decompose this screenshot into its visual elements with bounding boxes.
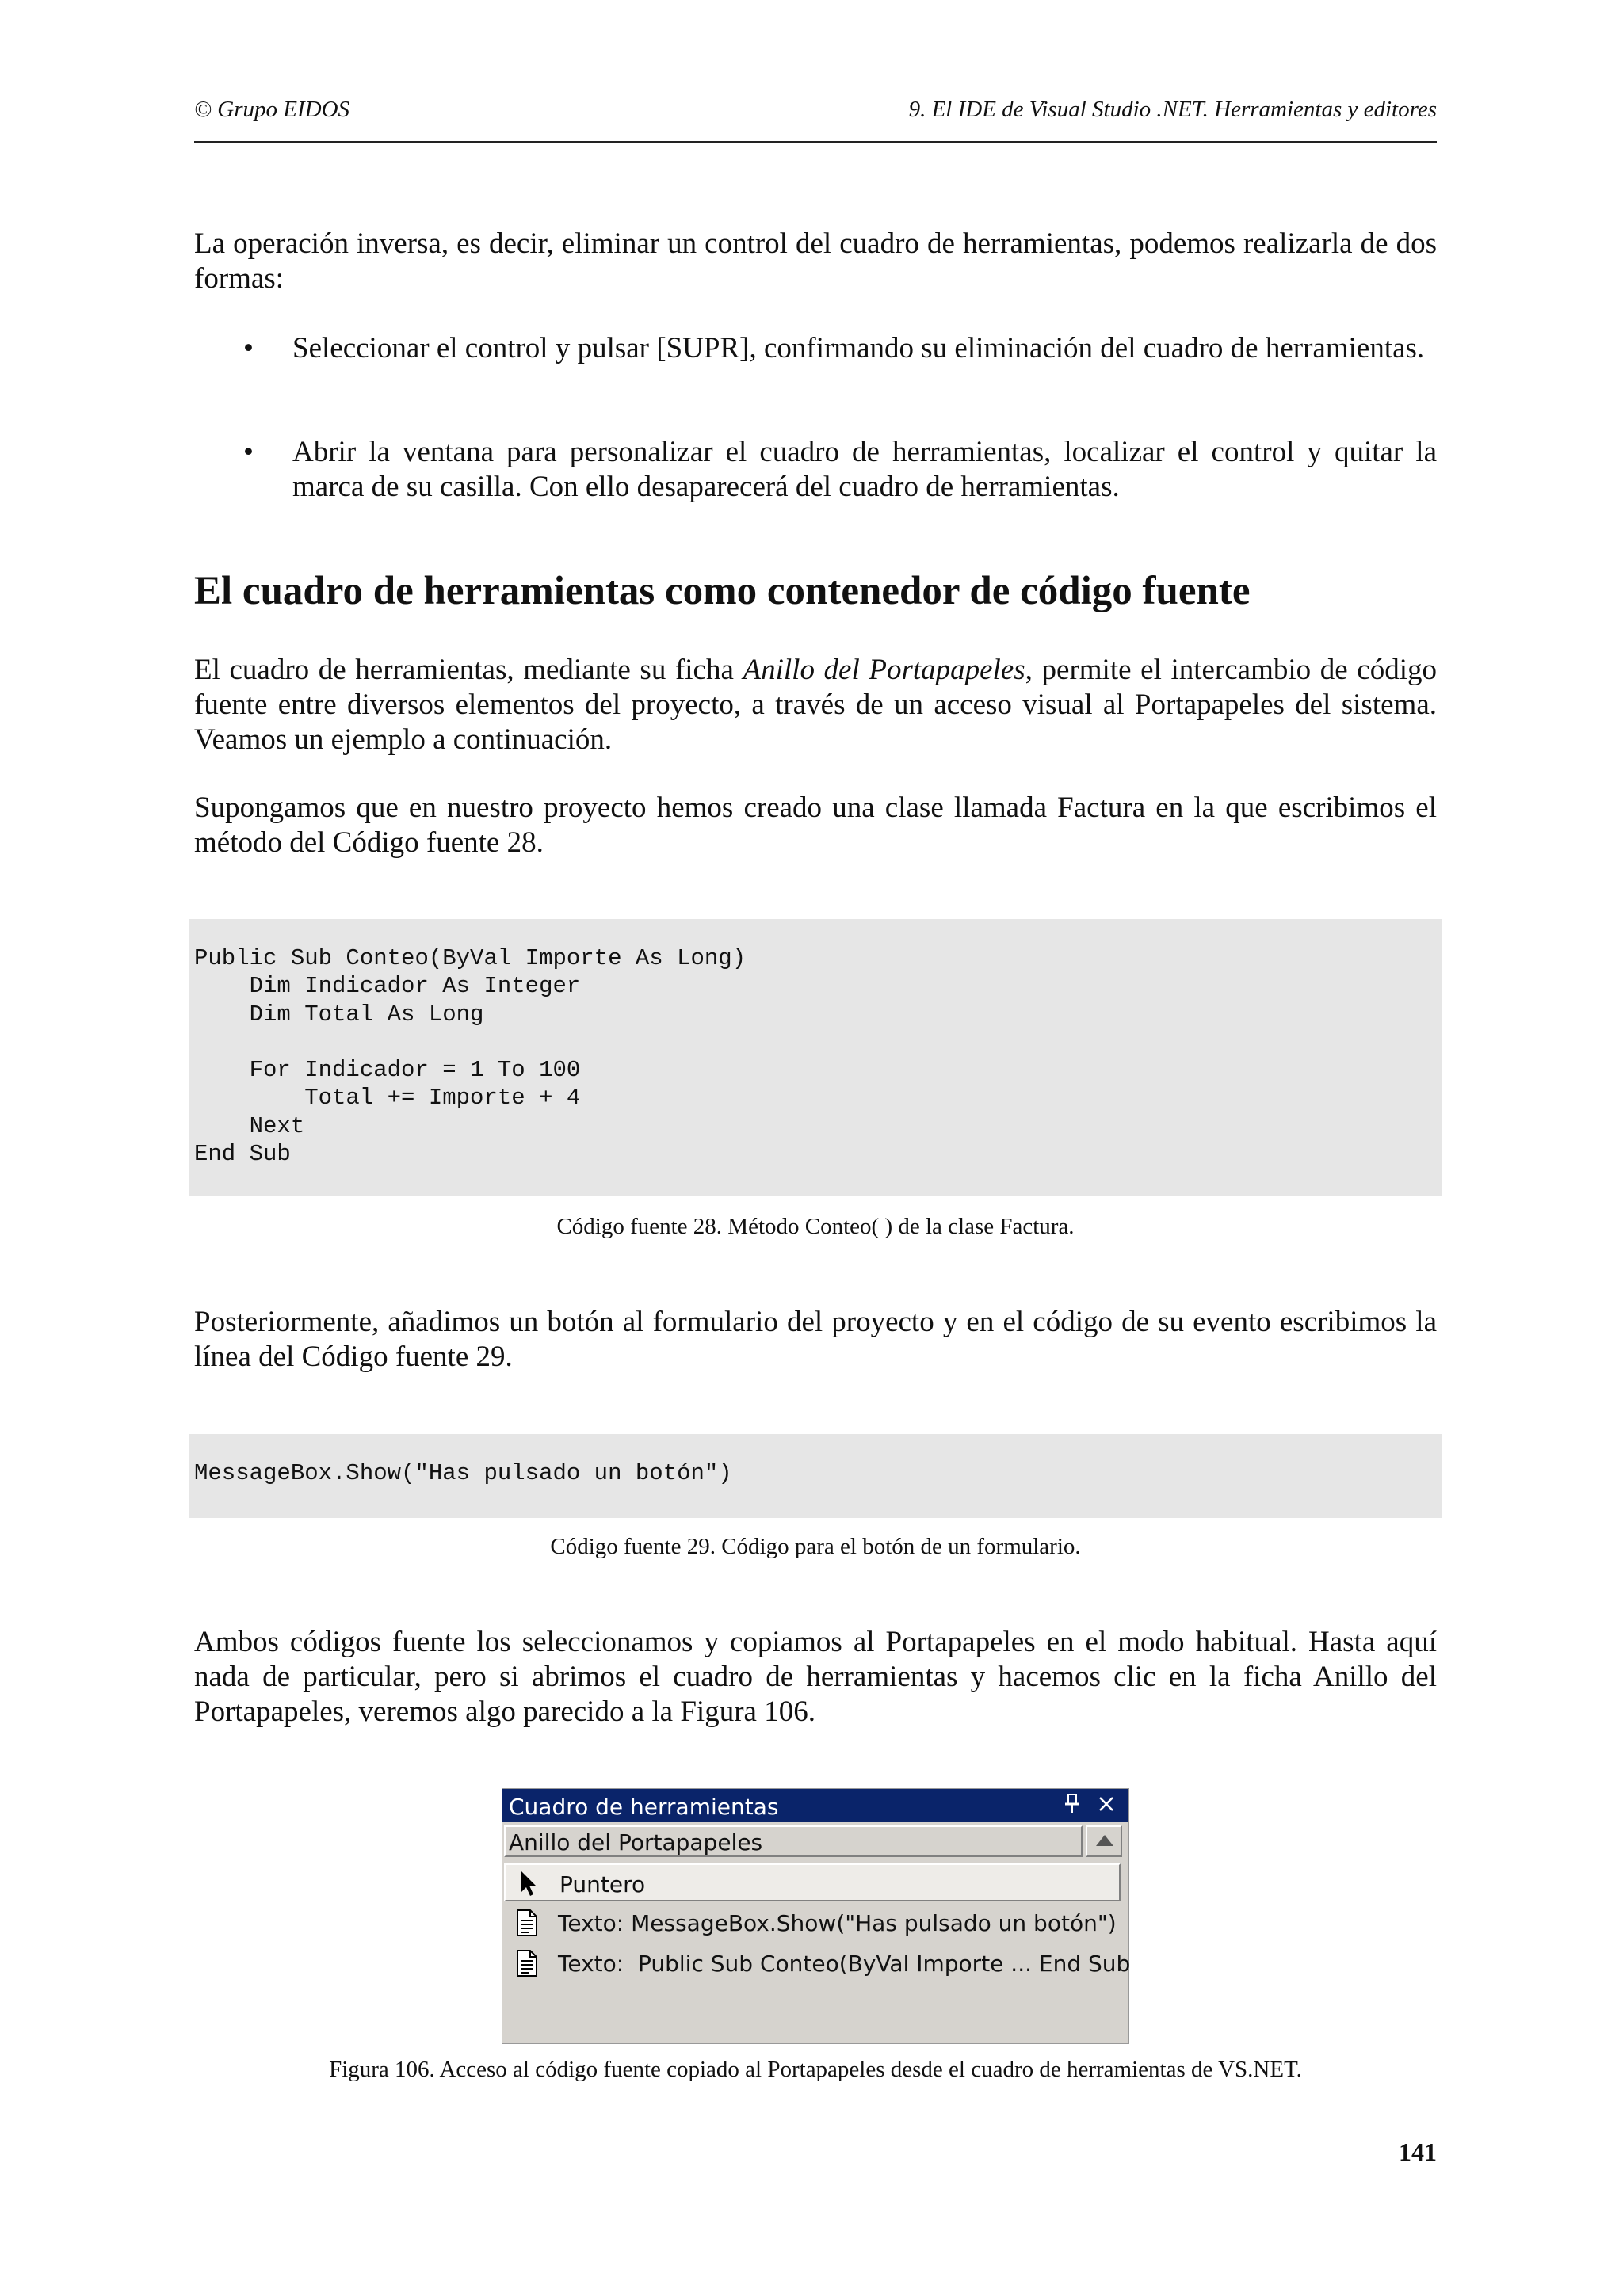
paragraph-text: , permite el intercambio de código fuente entre diversos elementos del proyecto, a través de un acceso visual al Portapapeles del sistema. Veamos un ejemplo a continuación.	[194, 654, 1437, 756]
toolbox-item-clipboard[interactable]	[504, 1904, 1121, 1942]
toolbox-item-label: Texto: Public Sub Conteo(ByVal Importe ... End Sub	[558, 1951, 1131, 1977]
bullet-item	[194, 435, 1437, 505]
bullet-text: Seleccionar el control y pulsar [SUPR], confirmando su eliminación del cuadro de herramientas.	[292, 332, 1425, 364]
bullet-dot: •	[243, 436, 254, 468]
bullet-dot: •	[243, 332, 254, 364]
running-header	[194, 93, 1437, 143]
pin-icon[interactable]	[1064, 1792, 1081, 1821]
scroll-up-arrow-icon	[1096, 1835, 1113, 1846]
paragraph-factura: Supongamos que en nuestro proyecto hemos creado una clase llamada Factura en la que escribimos el método del Código fuente 28.	[194, 791, 1437, 859]
figure-caption: Figura 106. Acceso al código fuente copiado al Portapapeles desde el cuadro de herramientas de VS.NET.	[329, 2057, 1302, 2082]
code-block-29: MessageBox.Show("Has pulsado un botón")	[189, 1434, 1442, 1518]
intro-paragraph: La operación inversa, es decir, eliminar un control del cuadro de herramientas, podemos realizarla de dos formas:	[194, 227, 1437, 295]
toolbox-title: Cuadro de herramientas	[509, 1794, 779, 1820]
pointer-arrow-icon	[517, 1870, 540, 1898]
bullet-text: Abrir la ventana para personalizar el cuadro de herramientas, localizar el control y quitar la marca de su casilla. Con ello desaparecerá del cuadro de herramientas.	[292, 436, 1437, 503]
paragraph-clipboard-ring	[194, 653, 1437, 757]
section-heading: El cuadro de herramientas como contenedor de código fuente	[194, 569, 1251, 613]
paragraph-text: El cuadro de herramientas, mediante su ficha	[194, 654, 743, 686]
header-chapter-title: 9. El IDE de Visual Studio .NET. Herramientas y editores	[908, 97, 1437, 122]
paragraph-button: Posteriormente, añadimos un botón al formulario del proyecto y en el código de su evento escribimos la línea del Código fuente 29.	[194, 1306, 1437, 1373]
toolbox-title-bar	[502, 1789, 1128, 1822]
close-icon[interactable]	[1097, 1791, 1116, 1821]
text-document-icon	[515, 1909, 539, 1937]
tab-label: Anillo del Portapapeles	[509, 1829, 763, 1855]
code-block-28: Public Sub Conteo(ByVal Importe As Long) Dim Indicador As Integer Dim Total As Long For Indicador = 1 To 100 Total += Importe + 4 Next End Sub	[189, 919, 1442, 1196]
tab-clipboard-ring[interactable]	[504, 1825, 1083, 1857]
toolbox-item-label: Texto: MessageBox.Show("Has pulsado un botón")	[558, 1910, 1117, 1936]
paragraph-copy: Ambos códigos fuente los seleccionamos y copiamos al Portapapeles en el modo habitual. Hasta aquí nada de particular, pero si abrimos el cuadro de herramientas y hacemos clic en la ficha Anillo del Portapapeles, veremos algo parecido a la Figura 106.	[194, 1626, 1437, 1728]
toolbox-item-label: Puntero	[559, 1871, 646, 1897]
paragraph-emphasis: Anillo del Portapapeles	[743, 654, 1025, 686]
scroll-up-button[interactable]	[1086, 1825, 1122, 1857]
text-document-icon	[515, 1949, 539, 1978]
toolbox-item-clipboard[interactable]	[504, 1944, 1131, 1982]
page-number: 141	[1399, 2138, 1437, 2166]
toolbox-item-pointer[interactable]	[504, 1863, 1121, 1901]
toolbox-window-figure	[502, 1788, 1129, 2044]
code-caption-28: Código fuente 28. Método Conteo( ) de la clase Factura.	[556, 1214, 1075, 1239]
bullet-item	[194, 331, 1437, 366]
code-caption-29: Código fuente 29. Código para el botón de un formulario.	[550, 1534, 1081, 1559]
header-publisher: © Grupo EIDOS	[194, 97, 350, 122]
